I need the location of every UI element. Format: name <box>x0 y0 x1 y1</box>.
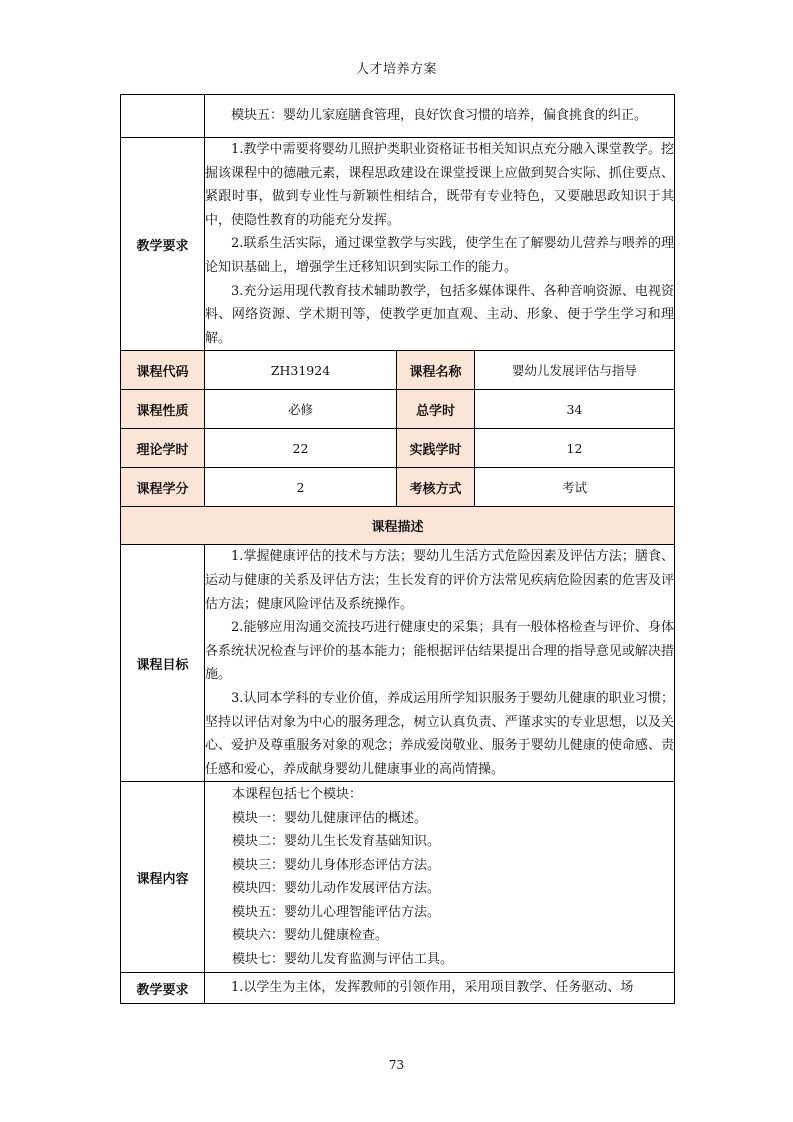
course-nature-row <box>121 390 675 429</box>
content-module-2: 模块二：婴幼儿生长发育基础知识。 <box>232 834 441 850</box>
theory-hours-value: 22 <box>205 429 397 468</box>
exam-method-value: 考试 <box>475 468 675 507</box>
exam-method-label: 考核方式 <box>397 468 475 507</box>
course-code-value: ZH31924 <box>205 351 397 390</box>
course-objectives-row <box>121 545 675 782</box>
course-objectives-label: 课程目标 <box>121 545 205 782</box>
course-content-list <box>205 782 675 973</box>
course-description-row <box>121 507 675 545</box>
teaching-req-paragraph-2: 2.联系生活实际，通过课堂教学与实践，使学生在了解婴幼儿营养与喂养的理论知识基础上，增强学生迁移知识到实际工作的能力。 <box>205 236 674 275</box>
content-module-1: 模块一：婴幼儿健康评估的概述。 <box>232 810 428 826</box>
teaching-req-2-paragraph-1: 1.以学生为主体，发挥教师的引领作用，采用项目教学、任务驱动、场 <box>231 980 634 996</box>
page-number: 73 <box>388 1058 405 1072</box>
content-intro: 本课程包括七个模块： <box>232 786 363 802</box>
teaching-req-paragraph-3: 3.充分运用现代教育技术辅助教学，包括多媒体课件、各种音响资源、电视资料、网络资源、学术期刊等，使教学更加直观、主动、形象、便于学生学习和理解。 <box>205 283 674 346</box>
course-name-label: 课程名称 <box>397 351 475 390</box>
teaching-requirements-label: 教学要求 <box>121 138 205 351</box>
course-description-title: 课程描述 <box>121 507 675 545</box>
content-module-7: 模块七：婴幼儿发育监测与评估工具。 <box>232 952 454 968</box>
top-row <box>121 95 675 138</box>
teaching-requirements-row-2 <box>121 973 675 1004</box>
total-hours-value: 34 <box>475 390 675 429</box>
practice-hours-value: 12 <box>475 429 675 468</box>
content-module-6: 模块六：婴幼儿健康检查。 <box>232 928 389 944</box>
course-credit-row <box>121 468 675 507</box>
teaching-requirements-content <box>205 138 675 351</box>
total-hours-label: 总学时 <box>397 390 475 429</box>
objective-paragraph-2: 2.能够应用沟通交流技巧进行健康史的采集；具有一般体格检查与评价、身体各系统状况检查与评价的基本能力；能根据评估结果提出合理的指导意见或解决措施。 <box>205 620 674 683</box>
document-header-title: 人才培养方案 <box>355 62 437 77</box>
content-module-3: 模块三：婴幼儿身体形态评估方法。 <box>232 857 441 873</box>
course-objectives-content <box>205 545 675 782</box>
course-nature-value: 必修 <box>205 390 397 429</box>
course-content-row <box>121 782 675 973</box>
course-credit-value: 2 <box>205 468 397 507</box>
objective-paragraph-1: 1.掌握健康评估的技术与方法；婴幼儿生活方式危险因素及评估方法；膳食、运动与健康的关系及评估方法；生长发育的评价方法常见疾病危险因素的危害及评估方法；健康风险评估及系统操作。 <box>205 549 674 612</box>
course-nature-label: 课程性质 <box>121 390 205 429</box>
content-module-5: 模块五：婴幼儿心理智能评估方法。 <box>232 904 441 920</box>
course-name-value: 婴幼儿发展评估与指导 <box>475 351 675 390</box>
theory-hours-label: 理论学时 <box>121 429 205 468</box>
top-row-content-cell <box>205 95 675 138</box>
course-code-label: 课程代码 <box>121 351 205 390</box>
theory-hours-row <box>121 429 675 468</box>
practice-hours-label: 实践学时 <box>397 429 475 468</box>
course-code-row <box>121 351 675 390</box>
teaching-req-paragraph-1: 1.教学中需要将婴幼儿照护类职业资格证书相关知识点充分融入课堂教学。挖掘该课程中的德融元素，课程思政建设在课堂授课上应做到契合实际、抓住要点、紧跟时事，做到专业性与新颖性相结合，既带有专业特色，又要融思政知识于其中，使隐性教育的功能充分发挥。 <box>205 142 674 228</box>
top-row-label-cell <box>121 95 205 138</box>
module-five-text: 模块五：婴幼儿家庭膳食管理，良好饮食习惯的培养，偏食挑食的纠正。 <box>231 108 648 124</box>
curriculum-table <box>120 94 675 1004</box>
course-credit-label: 课程学分 <box>121 468 205 507</box>
teaching-requirements-content-2 <box>205 973 675 1004</box>
teaching-requirements-label-2: 教学要求 <box>121 973 205 1004</box>
content-module-4: 模块四：婴幼儿动作发展评估方法。 <box>232 881 441 897</box>
course-content-label: 课程内容 <box>121 782 205 973</box>
teaching-requirements-row <box>121 138 675 351</box>
objective-paragraph-3: 3.认同本学科的专业价值，养成运用所学知识服务于婴幼儿健康的职业习惯；坚持以评估对象为中心的服务理念，树立认真负责、严谨求实的专业思想，以及关心、爱护及尊重服务对象的观念；养成爱岗敬业、服务于婴幼儿健康的使命感、责任感和爱心，养成献身婴幼儿健康事业的高尚情操。 <box>205 690 674 777</box>
